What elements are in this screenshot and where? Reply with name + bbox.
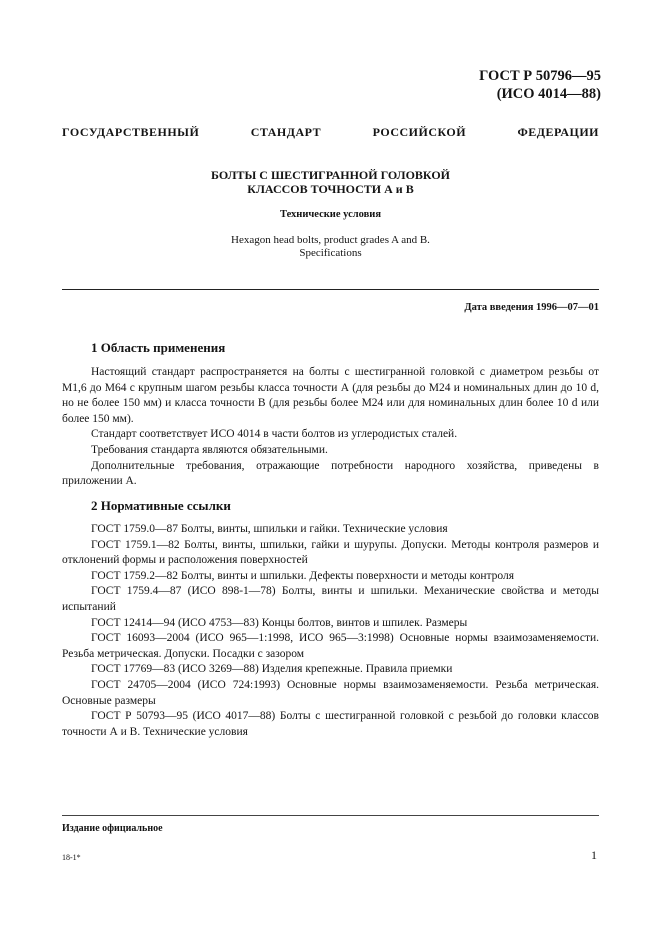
section2-body bbox=[62, 522, 599, 740]
reference-item: ГОСТ 16093—2004 (ИСО 965—1:1998, ИСО 965—3:1998) Основные нормы взаимозаменяемости. Резьба метрическая. Допуски. Посадки с зазором bbox=[62, 632, 599, 660]
section1-paragraph: Требования стандарта являются обязательными. bbox=[91, 443, 328, 456]
page-number: 1 bbox=[591, 848, 597, 862]
section2-heading: 2 Нормативные ссылки bbox=[91, 498, 231, 513]
section1-paragraph: Стандарт соответствует ИСО 4014 в части болтов из углеродистых сталей. bbox=[91, 428, 458, 441]
reference-item: ГОСТ 1759.4—87 (ИСО 898-1—78) Болты, винты и шпильки. Механические свойства и методы испытаний bbox=[62, 585, 599, 613]
document-subtitle: Технические условия bbox=[279, 209, 382, 220]
document-title-line2: КЛАССОВ ТОЧНОСТИ А и В bbox=[247, 182, 414, 196]
reference-item: ГОСТ 17769—83 (ИСО 3269—88) Изделия крепежные. Правила приемки bbox=[91, 663, 453, 676]
effective-date: Дата введения 1996—07—01 bbox=[464, 302, 599, 313]
header-divider bbox=[62, 289, 599, 290]
english-title-line2: Specifications bbox=[299, 247, 362, 259]
section1-paragraph: Дополнительные требования, отражающие потребности народного хозяйства, приведены в приложении А. bbox=[62, 459, 599, 488]
reference-item: ГОСТ 12414—94 (ИСО 4753—83) Концы болтов, винтов и шпилек. Размеры bbox=[91, 616, 468, 629]
reference-item: ГОСТ Р 50793—95 (ИСО 4017—88) Болты с шестигранной головкой с резьбой до головки классов точности А и В. Технические условия bbox=[62, 710, 599, 738]
section1-body bbox=[62, 365, 599, 490]
reference-item: ГОСТ 24705—2004 (ИСО 724:1993) Основные нормы взаимозаменяемости. Резьба метрическая. Основные размеры bbox=[62, 678, 599, 707]
document-title-line1: БОЛТЫ С ШЕСТИГРАННОЙ ГОЛОВКОЙ bbox=[210, 168, 451, 182]
footer-divider bbox=[62, 815, 599, 816]
official-edition-label: Издание официальное bbox=[62, 823, 163, 834]
section1-paragraph: Настоящий стандарт распространяется на болты с шестигранной головкой с диаметром резьбы от М1,6 до М64 с крупным шагом резьбы класса точности А (для резьбы до М24 и номинальных длин до 10 d, но не более 150 мм) и класса точности В (для резьбы более М24 или для номинальных длин более 10 d или более 150 мм). bbox=[62, 366, 599, 425]
gost-number: ГОСТ Р 50796—95 bbox=[479, 68, 601, 84]
reference-item: ГОСТ 1759.2—82 Болты, винты и шпильки. Дефекты поверхности и методы контроля bbox=[91, 569, 515, 582]
reference-item: ГОСТ 1759.1—82 Болты, винты, шпильки, гайки и шурупы. Допуски. Методы контроля размеров и отклонений формы и расположения поверхностей bbox=[62, 538, 599, 567]
section1-heading: 1 Область применения bbox=[91, 340, 226, 355]
iso-number: (ИСО 4014—88) bbox=[496, 86, 601, 102]
english-title-line1: Hexagon head bolts, product grades A and B. bbox=[231, 234, 430, 246]
print-code: 18-1* bbox=[62, 853, 81, 862]
reference-item: ГОСТ 1759.0—87 Болты, винты, шпильки и гайки. Технические условия bbox=[91, 523, 448, 535]
state-standard-banner: ГОСУДАРСТВЕННЫЙ СТАНДАРТ РОССИЙСКОЙ ФЕДЕРАЦИИ bbox=[62, 125, 599, 139]
